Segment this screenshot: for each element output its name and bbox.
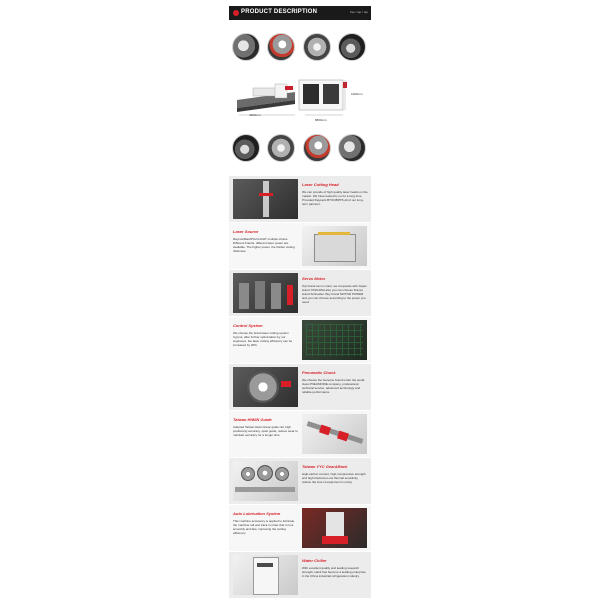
feature-description: Top brand servo motor, we cooperate with Japan brand YASKAWA also you can choose France brand Schneider. Buy brand MOTOR POWER and you can choose according to the power you need.: [302, 284, 367, 304]
feature-description: We can provide of high quality laser heads on the market. We have tested by us for a long time. Provided Raytools BT/IC/BPPS all of our long-term partners.: [302, 190, 368, 206]
feature-auto-lubrication: [229, 505, 371, 551]
detail-photo-3: [303, 33, 331, 61]
feature-laser-cutting-head: [229, 176, 371, 222]
bullet-icon: [233, 10, 239, 16]
detail-photo-6: [267, 134, 295, 162]
feature-title: Control System: [233, 323, 263, 328]
servo-motor-photo: [233, 273, 298, 313]
feature-description: This machine accessory is applied to lubricate the machine rail and track in order that it runs smoothly and fast, improving the cutting efficiency.: [233, 519, 295, 535]
feature-title: Laser Source: [233, 229, 259, 234]
feature-control-system: [229, 317, 371, 363]
feature-title: Laser Cutting Head: [302, 182, 339, 187]
product-description-strip: [229, 0, 371, 600]
lubrication-photo: [302, 508, 367, 548]
feature-description: Adopted Taiwan Hiwin linear guide rail, high positioning accuracy, quiet guide, reduce wear to maintain accuracy for a longer time.: [233, 425, 298, 437]
feature-description: High-carbon content, high compressive strength and high hardness,Low thermal sensitivity, reduce the loss of equipment in using.: [302, 472, 366, 484]
gear-rack-photo: [233, 461, 298, 501]
feature-title: Taiwan HIWIN Guide: [233, 417, 272, 422]
detail-photo-8: [338, 134, 366, 162]
detail-photo-7: [303, 134, 331, 162]
detail-photo-1: [232, 33, 260, 61]
feature-description: We choose the brand laser cutting system Cypcut, after further optimization by our engineers, the laser cutting efficiency can be increased by 30%.: [233, 331, 293, 347]
feature-laser-source: [229, 223, 371, 269]
feature-hiwin-guide: [229, 411, 371, 457]
feature-description: With excellent quality and leading research strength, Hanli has become a leading enterprise in the China industrial refrigeration industry.: [302, 566, 366, 578]
pneumatic-chuck-photo: [233, 367, 298, 407]
feature-description: Raycus/Max/IPG/nLIGHT multiple choice. Different brands, different laser power are available. The higher power, the thicker cutting thickness.: [233, 237, 295, 253]
feature-title: Pneumatic Chuck: [302, 370, 336, 375]
feature-water-chiller: [229, 552, 371, 598]
feature-gear-rack: [229, 458, 371, 504]
feature-title: Servo Motor: [302, 276, 326, 281]
feature-pneumatic-chuck: [229, 364, 371, 410]
detail-photo-2: [267, 33, 295, 61]
linear-guide-photo: [302, 414, 367, 454]
dimension-height: 1900mm: [351, 92, 363, 96]
machine-image: [235, 78, 357, 118]
feature-description: We choose the Genuine brand under the world-class PNEUMOIDE company, professional technical service, advanced technology and reliable performance.: [302, 378, 366, 394]
laser-source-photo: [302, 226, 367, 266]
control-system-screen: [302, 320, 367, 360]
section-title: PRODUCT DESCRIPTION: [241, 9, 318, 15]
section-header: [229, 6, 371, 20]
feature-title: Water Chiller: [302, 558, 327, 563]
feature-title: Taiwan YYC Gear&Rack: [302, 464, 348, 469]
feature-title: Auto Lubrication System: [233, 511, 281, 516]
feature-servo-motor: [229, 270, 371, 316]
laser-head-photo: [233, 179, 298, 219]
detail-photo-4: [338, 33, 366, 61]
detail-photo-5: [232, 134, 260, 162]
water-chiller-photo: [233, 555, 298, 595]
dimension-length: 8800mm: [315, 118, 327, 122]
header-small-text: Tap / tap / tap: [349, 10, 368, 14]
dimension-width: 4600mm: [249, 113, 261, 117]
